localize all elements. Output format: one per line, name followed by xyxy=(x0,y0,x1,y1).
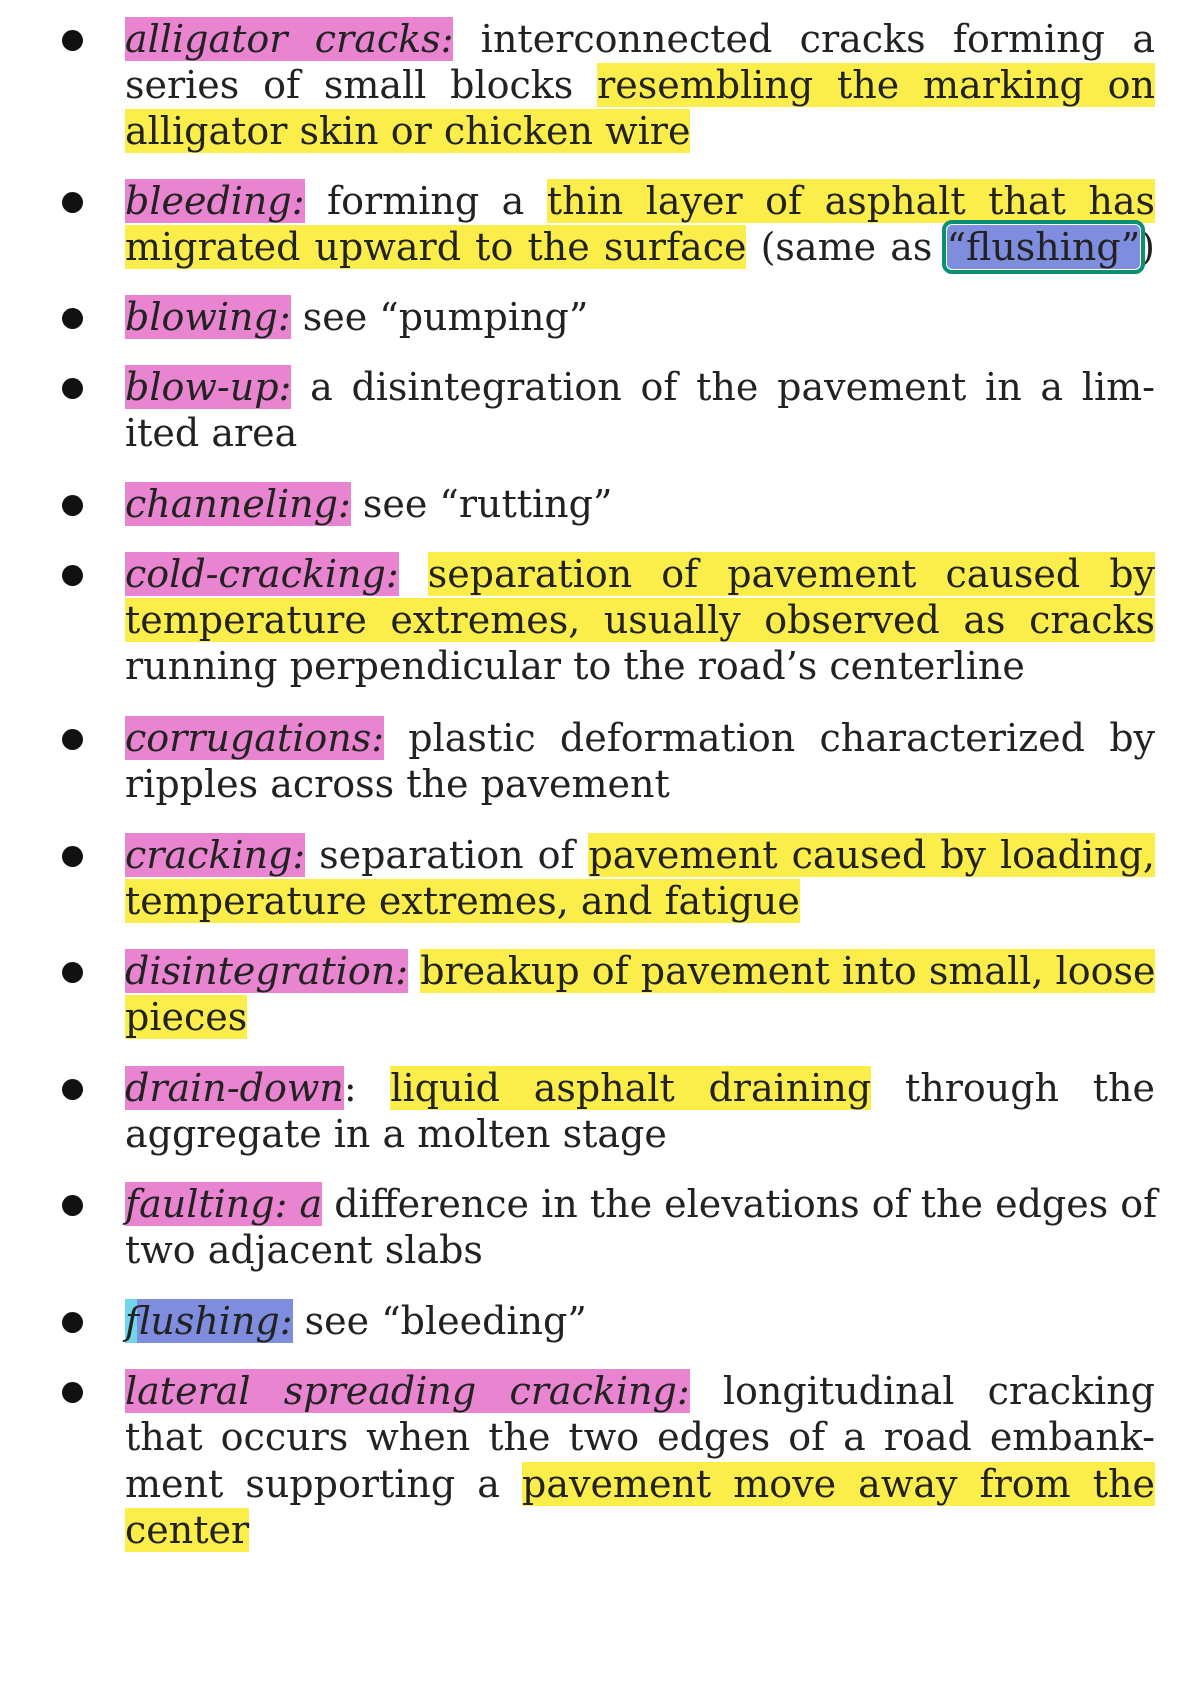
entry-line xyxy=(125,992,1155,1042)
term-label: cracking: xyxy=(125,833,306,877)
entry-line xyxy=(125,1412,1155,1462)
highlighted-text: breakup of pavement into small, loose xyxy=(420,949,1156,993)
entry-line xyxy=(125,549,1155,599)
definition-text: that occurs when the two edges of a road embank- xyxy=(125,1415,1155,1459)
entry-line xyxy=(125,362,1155,412)
entry-line xyxy=(125,876,1155,926)
highlighted-text: liquid asphalt draining xyxy=(390,1066,872,1110)
entry-line xyxy=(125,106,1155,156)
term-label: alligator cracks: xyxy=(125,17,454,61)
highlighted-text: separation of pavement caused by xyxy=(427,552,1155,596)
definition-text: through the xyxy=(871,1066,1155,1110)
term-label: lateral spreading cracking: xyxy=(125,1369,690,1413)
term-label: corrugations: xyxy=(125,716,385,760)
definition-text: interconnected cracks forming a xyxy=(453,17,1155,61)
definition-text: : xyxy=(343,1066,391,1110)
term-label: blowing: xyxy=(125,295,291,339)
highlighted-text: center xyxy=(125,1508,250,1552)
bullet-icon xyxy=(62,378,83,399)
entry-line xyxy=(125,641,1155,691)
entry-line xyxy=(125,1366,1155,1416)
entry-line xyxy=(125,759,1155,809)
definition-text: aggregate in a molten stage xyxy=(125,1112,667,1156)
entry-line xyxy=(125,1459,1155,1509)
definition-text: two adjacent slabs xyxy=(125,1228,483,1272)
bullet-icon xyxy=(62,565,83,586)
definition-text: a disintegration of the pavement in a lim- xyxy=(291,365,1155,409)
entry-line xyxy=(125,292,1155,342)
entry-line xyxy=(125,946,1155,996)
definition-text: ited area xyxy=(125,411,298,455)
term-label: blow-up: xyxy=(125,365,292,409)
highlighted-text: pavement caused by loading, xyxy=(588,833,1155,877)
term-label: channeling: xyxy=(125,482,351,526)
entry-line xyxy=(125,713,1155,763)
definition-text: see “bleeding” xyxy=(292,1299,587,1343)
entry-line xyxy=(125,60,1155,110)
term-label: cold-cracking: xyxy=(125,552,399,596)
bullet-icon xyxy=(62,192,83,213)
term-label: faulting: a xyxy=(125,1182,323,1226)
definition-text: forming a xyxy=(304,179,547,223)
definition-text: see “rutting” xyxy=(350,482,613,526)
entry-line xyxy=(125,1063,1155,1113)
entry-line xyxy=(125,830,1155,880)
entry-line xyxy=(125,595,1155,645)
bullet-icon xyxy=(62,1079,83,1100)
definition-text xyxy=(408,949,420,993)
entry-line xyxy=(125,408,1155,458)
bullet-icon xyxy=(62,1382,83,1403)
entry-line xyxy=(125,14,1155,64)
bullet-icon xyxy=(62,1312,83,1333)
bullet-icon xyxy=(62,962,83,983)
definition-text: running perpendicular to the road’s centerline xyxy=(125,644,1025,688)
definition-text: plastic deformation characterized by xyxy=(384,716,1155,760)
bullet-icon xyxy=(62,1195,83,1216)
definition-text: series of small blocks xyxy=(125,63,598,107)
definition-text xyxy=(399,552,428,596)
highlighted-text: temperature extremes, usually observed as cracks xyxy=(125,598,1155,642)
definition-text: (same as xyxy=(746,225,947,269)
definition-text: ment supporting a xyxy=(125,1462,522,1506)
definition-text: ripples across the pavement xyxy=(125,762,670,806)
definition-text: see “pumping” xyxy=(290,295,589,339)
highlighted-text: “flushing” xyxy=(946,225,1141,269)
definition-text: difference in the elevations of the edges of xyxy=(322,1182,1158,1226)
bullet-icon xyxy=(62,30,83,51)
bullet-icon xyxy=(62,308,83,329)
definition-text: separation of xyxy=(305,833,589,877)
entry-line xyxy=(125,176,1155,226)
term-label: bleeding: xyxy=(125,179,305,223)
entry-line xyxy=(125,1505,1155,1555)
highlighted-text: pieces xyxy=(125,995,248,1039)
bullet-icon xyxy=(62,846,83,867)
term-label: drain-down xyxy=(125,1066,344,1110)
entry-line xyxy=(125,1179,1158,1229)
definition-text: ) xyxy=(1140,225,1155,269)
highlighted-text: resembling the marking on xyxy=(597,63,1156,107)
highlighted-text: alligator skin or chicken wire xyxy=(125,109,691,153)
entry-line xyxy=(125,1225,1155,1275)
entry-line xyxy=(125,1296,1155,1346)
bullet-icon xyxy=(62,729,83,750)
entry-line xyxy=(125,479,1155,529)
term-label: disintegration: xyxy=(125,949,409,993)
highlighted-text: migrated upward to the surface xyxy=(125,225,747,269)
highlighted-text: thin layer of asphalt that has xyxy=(546,179,1155,223)
entry-line xyxy=(125,222,1155,272)
term-label: flushing: xyxy=(125,1299,293,1343)
entry-line xyxy=(125,1109,1155,1159)
definition-text: longitudinal cracking xyxy=(689,1369,1156,1413)
highlighted-text: temperature extremes, and fatigue xyxy=(125,879,800,923)
highlighted-text: pavement move away from the xyxy=(522,1462,1155,1506)
bullet-icon xyxy=(62,495,83,516)
